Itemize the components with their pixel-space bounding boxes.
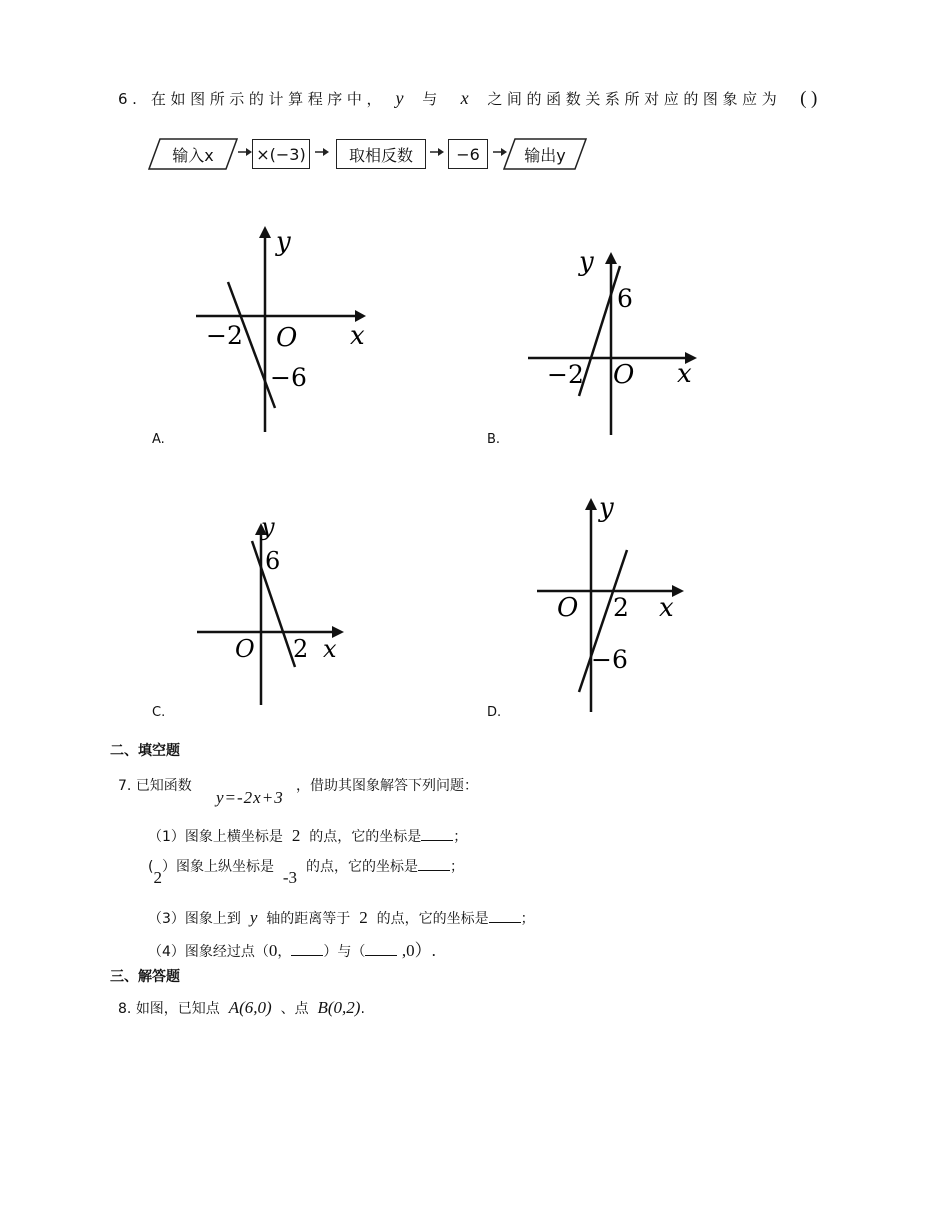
option-c-label: C.	[152, 705, 166, 720]
var-y: y	[395, 88, 404, 108]
var-x: x	[460, 88, 469, 108]
x-intercept-label: −2	[206, 321, 243, 350]
y-label: y	[599, 493, 614, 523]
question-7-part-4: （4）图象经过点（0， ）与（ ,0）.	[148, 941, 436, 960]
flow-output-label: 输出y	[524, 145, 566, 165]
x-intercept-label: 2	[613, 593, 629, 622]
x-intercept-label: −2	[547, 360, 584, 389]
x-axis-arrow	[672, 585, 684, 597]
option-a-label: A.	[152, 432, 165, 447]
x-intercept-label: 2	[293, 635, 309, 663]
answer-blank[interactable]	[365, 943, 397, 956]
question-7-intro-tail: ，借助其图象解答下列问题：	[296, 778, 478, 794]
point-a: A(6,0)	[228, 998, 272, 1017]
answer-blank[interactable]	[489, 910, 521, 923]
origin-label: O	[235, 635, 255, 663]
origin-label: O	[557, 593, 579, 623]
graph-option-a	[190, 220, 380, 435]
arrow-right-icon	[238, 146, 252, 158]
flow-step-subtract: −6	[448, 139, 488, 169]
stem-text: 之间的函数关系所对应的图象应为	[487, 90, 782, 108]
flow-output	[503, 138, 587, 170]
y-intercept-label: −6	[270, 363, 307, 392]
graph-option-c	[195, 515, 350, 710]
answer-blank[interactable]	[418, 858, 450, 871]
question-6-stem	[118, 88, 822, 110]
stem-text: 在如图所示的计算程序中，	[150, 90, 387, 108]
origin-label: O	[276, 323, 298, 353]
graph-option-b	[525, 240, 710, 440]
x-label: x	[323, 635, 337, 663]
y-intercept-label: 6	[617, 284, 633, 313]
answer-parentheses: ()	[800, 88, 822, 109]
question-7-intro: 7. 已知函数	[118, 778, 192, 794]
point-b: B(0,2)	[317, 998, 361, 1017]
y-label: y	[579, 247, 594, 277]
y-axis-arrow	[259, 226, 271, 238]
flow-input-label: 输入x	[172, 145, 214, 165]
question-8-stem: 8. 如图，已知点 A(6,0) 、点 B(0,2).	[118, 998, 365, 1017]
y-intercept-label: −6	[591, 645, 628, 674]
option-d-label: D.	[487, 705, 502, 720]
answer-blank[interactable]	[421, 828, 453, 841]
origin-label: O	[613, 360, 635, 390]
question-7-formula: y=-2x+3	[216, 788, 284, 807]
question-7-part-1: （1）图象上横坐标是 2 的点，它的坐标是 ；	[148, 826, 468, 845]
y-axis-arrow	[605, 252, 617, 264]
arrow-right-icon	[315, 146, 329, 158]
flow-step-negate: 取相反数	[336, 139, 426, 169]
flow-input	[148, 138, 238, 170]
answer-blank[interactable]	[291, 943, 323, 956]
arrow-right-icon	[430, 146, 444, 158]
y-label: y	[261, 515, 275, 541]
stem-text: 与	[422, 90, 442, 108]
x-label: x	[659, 593, 674, 623]
x-label: x	[350, 321, 365, 351]
question-number: 6.	[118, 90, 142, 108]
question-7-part-3: （3）图象上到 y 轴的距离等于 2 的点，它的坐标是 ；	[148, 908, 535, 927]
section-fill-blank-title: 二、填空题	[110, 743, 180, 759]
section-answer-title: 三、解答题	[110, 969, 180, 985]
question-7-part-2: (2）图象上纵坐标是 -3 的点，它的坐标是 ；	[148, 859, 464, 887]
y-intercept-label: 6	[265, 547, 281, 575]
x-label: x	[677, 359, 692, 389]
flow-step-multiply: ×(−3)	[252, 139, 310, 169]
y-axis-arrow	[585, 498, 597, 510]
option-b-label: B.	[487, 432, 501, 447]
graph-option-d	[535, 492, 695, 717]
y-label: y	[276, 227, 291, 257]
